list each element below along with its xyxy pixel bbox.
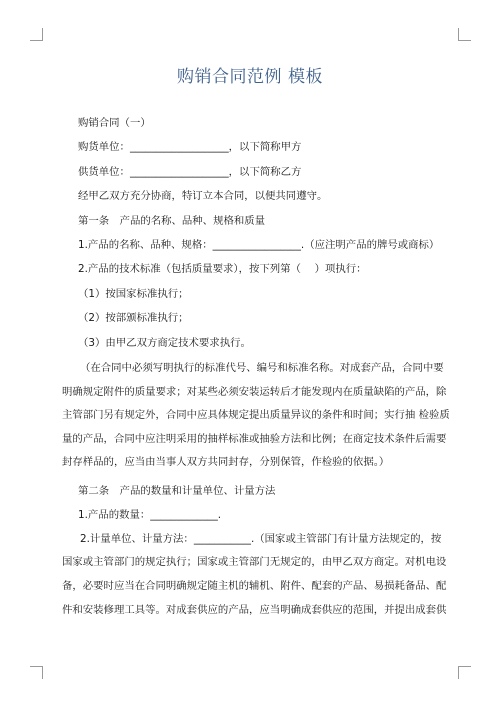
clause-1-2-option-2: （2）按部颁标准执行； [78,312,189,325]
metering-line: 2.计量单位、计量方法：___________.（国家或主管部门有计量方法规定的，按 [80,532,442,545]
buyer-line: 购货单位：___________________，以下简称甲方 [78,141,302,154]
clause-1-2: 2.产品的技术标准（包括质量要求），按下列第（ ）项执行： [78,263,367,276]
clause-1-2-option-1: （1）按国家标准执行； [78,287,189,300]
metering-line: 件和安装修理工具等。对成套供应的产品，应当明确成套供应的范围，并提出成套供 [62,603,447,616]
standards-note [62,357,450,475]
note-line: 封存样品的，应当由当事人双方共同封存，分别保管，作检验的依据。） [62,456,390,469]
metering-line: 国家或主管部门的规定执行；国家或主管部门无规定的，由甲乙双方商定。对机电设 [62,556,447,569]
clause-1-2-option-3: （3）由甲乙双方商定技术要求执行。 [78,336,251,349]
crop-mark-bottom-right [458,666,471,679]
article-1-heading: 第一条 产品的名称、品种、规格和质量 [78,214,266,227]
document-body [62,111,450,622]
note-line: 主管部门另有规定外，合同中应具体规定提出质量异议的条件和时间；实行抽 检验质 [62,409,450,422]
seller-line: 供货单位：___________________，以下简称乙方 [78,165,302,178]
document-title: 购销合同范例 模板 [177,67,323,87]
crop-mark-top-right [458,28,471,41]
metering-line: 备，必要时应当在合同明确规定随主机的辅机、附件、配套的产品、易损耗备品、配 [62,580,447,593]
note-line: 明确规定附件的质量要求；对某些必须安装运转后才能发现内在质量缺陷的产品，除 [62,385,447,398]
clause-1-1: 1.产品的名称、品种、规格：_________________.（应注明产品的牌号或商标） [78,239,440,252]
article-2-heading: 第二条 产品的数量和计量单位、计量方法 [78,485,276,498]
intro-line: 经甲乙双方充分协商，特订立本合同，以便共同遵守。 [78,190,328,203]
note-line: 量的产品，合同中应注明采用的抽样标准或抽验方法和比例；在商定技术条件后需要 [62,432,447,445]
contract-heading: 购销合同（一） [78,117,151,129]
note-line: （在合同中必须写明执行的标准代号、编号和标准名称。对成套产品，合同中要 [80,362,444,375]
crop-mark-top-left [30,28,43,41]
crop-mark-bottom-left [30,666,43,679]
clause-2-1: 1.产品的数量：_____________. [78,509,222,522]
metering-paragraph [62,528,447,622]
